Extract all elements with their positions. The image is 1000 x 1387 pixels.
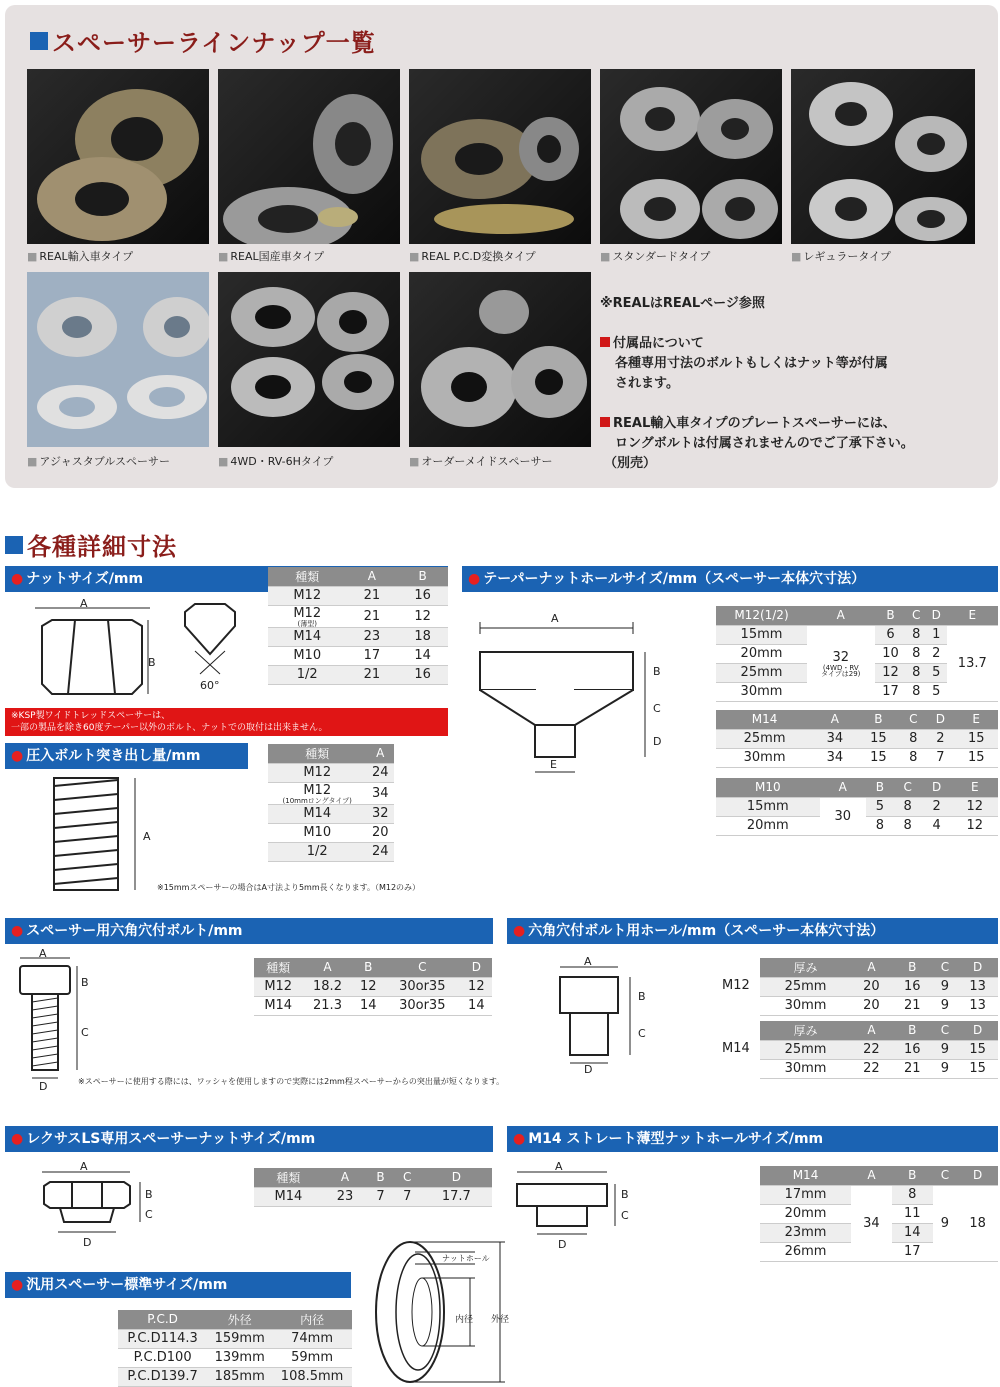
table-row: M12 24 xyxy=(268,763,394,782)
svg-text:A: A xyxy=(80,1160,88,1173)
svg-text:A: A xyxy=(584,955,592,968)
general-spacer-bar: ● 汎用スペーサー標準サイズ/mm xyxy=(5,1272,351,1298)
nut-table: 種類 A B M12 21 16 M12 (薄型) 21 12 M14 23 18 M10 17 14 1/2 21 16 xyxy=(268,567,448,685)
lexus-nut-diagram xyxy=(40,1160,170,1255)
press-bolt-diagram xyxy=(40,776,170,894)
red-square-icon xyxy=(600,337,610,347)
table-row: 20mm 8 8 4 12 xyxy=(716,816,998,835)
hex-hole-bar: ● 六角穴付ボルト用ホール/mm（スペーサー本体穴寸法） xyxy=(507,918,998,944)
warning-box: ※KSP製ワイドトレッドスペーサーは、 一部の製品を除き60度テーパー以外のボルト、ナットでの取付は出来ません。 xyxy=(5,708,448,736)
table-row: M12 21 16 xyxy=(268,586,448,605)
hex-bolt-bar: ● スペーサー用六角穴付ボルト/mm xyxy=(5,918,493,944)
svg-text:A: A xyxy=(555,1160,563,1173)
svg-text:B: B xyxy=(148,656,156,669)
table-row: 15mm 32 (4WD・RV タイプは29) 6 8 1 13.7 xyxy=(716,625,998,644)
table-row: M14 23 18 xyxy=(268,627,448,646)
svg-text:D: D xyxy=(39,1080,48,1093)
table-row: 20mm 11 xyxy=(760,1204,998,1223)
real-note: ※REALはREALページ参照 xyxy=(600,296,765,311)
table-row: 26mm 17 xyxy=(760,1242,998,1261)
caption-order-made: ■ オーダーメイドスペーサー xyxy=(409,453,553,469)
accessory-body-2: されます。 xyxy=(615,376,679,391)
accessory-body-1: 各種専用寸法のボルトもしくはナット等が付属 xyxy=(615,356,888,371)
plate-note-1: REAL輸入車タイプのプレートスペーサーには、 xyxy=(600,414,914,434)
photo-4wd-rv xyxy=(218,272,400,447)
svg-text:E: E xyxy=(550,758,557,771)
svg-text:D: D xyxy=(653,735,662,748)
press-bolt-footnote: ※15mmスペーサーの場合はA寸法より5mm長くなります。（M12のみ） xyxy=(157,883,421,892)
m14-straight-bar: ● M14 ストレート薄型ナットホールサイズ/mm xyxy=(507,1126,998,1152)
svg-text:60°: 60° xyxy=(200,679,220,692)
photo-order-made xyxy=(409,272,591,447)
photo-real-import xyxy=(27,69,209,244)
nut-size-bar: ● ナットサイズ/mm xyxy=(5,566,448,592)
table-row: 30mm 20 21 9 13 xyxy=(760,996,998,1015)
table-row: 25mm 20 16 9 13 xyxy=(760,977,998,996)
lexus-bar: ● レクサスLS専用スペーサーナットサイズ/mm xyxy=(5,1126,493,1152)
taper-m12-table: M12(1/2) A B C D E 15mm 32 (4WD・RV タイプは29) 6 8 1 13.7 20mm 10 8 2 25mm 12 8 5 30mm 17 8 5 xyxy=(716,606,998,702)
caption-real-domestic: ■ REAL国産車タイプ xyxy=(218,248,324,264)
table-row: 30mm 17 8 5 xyxy=(716,682,998,701)
table-row: M10 20 xyxy=(268,823,394,842)
taper-hole-diagram xyxy=(475,610,675,780)
photo-real-domestic xyxy=(218,69,400,244)
table-row: M14 23 7 7 17.7 xyxy=(254,1187,492,1206)
table-row: P.C.D100 139mm 59mm xyxy=(118,1348,352,1367)
nut-diagram xyxy=(20,596,260,706)
press-bolt-table: 種類 A M12 24 M12 (10mmロングタイプ) 34 M14 32 M10 20 1/2 24 xyxy=(268,744,394,862)
svg-text:B: B xyxy=(81,976,89,989)
caption-real-import: ■ REAL輸入車タイプ xyxy=(27,248,133,264)
svg-text:C: C xyxy=(653,702,661,715)
svg-text:C: C xyxy=(81,1026,89,1039)
caption-regular: ■ レギュラータイプ xyxy=(791,248,891,264)
photo-adjustable xyxy=(27,272,209,447)
svg-text:C: C xyxy=(638,1027,646,1040)
general-spacer-diagram xyxy=(360,1240,520,1385)
hex-hole-m14-table: 厚み A B C D 25mm 22 16 9 15 30mm 22 21 9 15 xyxy=(760,1021,998,1079)
hex-hole-m14-label: M14 xyxy=(722,1041,750,1056)
table-row: 1/2 24 xyxy=(268,842,394,861)
svg-text:B: B xyxy=(653,665,661,678)
photo-standard xyxy=(600,69,782,244)
svg-text:B: B xyxy=(621,1188,629,1201)
table-row: 23mm 14 xyxy=(760,1223,998,1242)
caption-standard: ■ スタンダードタイプ xyxy=(600,248,710,264)
svg-text:C: C xyxy=(145,1208,153,1221)
table-row: 1/2 21 16 xyxy=(268,665,448,684)
title-square-icon xyxy=(5,536,23,554)
svg-text:D: D xyxy=(584,1063,593,1076)
table-row: M12 18.2 12 30or35 12 xyxy=(254,977,492,996)
svg-text:C: C xyxy=(621,1209,629,1222)
hex-bolt-table: 種類 A B C D M12 18.2 12 30or35 12 M14 21.3 14 30or35 14 xyxy=(254,958,492,1016)
table-row: 17mm 34 8 9 18 xyxy=(760,1185,998,1204)
svg-text:D: D xyxy=(558,1238,567,1251)
taper-m10-table: M10 A B C D E 15mm 30 5 8 2 12 20mm 8 8 4 12 xyxy=(716,778,998,836)
press-bolt-bar: ● 圧入ボルト突き出し量/mm xyxy=(5,743,248,769)
hex-bolt-diagram xyxy=(15,947,135,1093)
svg-text:外径: 外径 xyxy=(491,1315,510,1325)
table-row: P.C.D139.7 185mm 108.5mm xyxy=(118,1367,352,1386)
table-row: M14 32 xyxy=(268,804,394,823)
svg-text:A: A xyxy=(39,947,47,960)
svg-text:B: B xyxy=(145,1188,153,1201)
table-row: M10 17 14 xyxy=(268,646,448,665)
plate-note-3: （別売） xyxy=(604,456,657,471)
caption-real-pcd: ■ REAL P.C.D変換タイプ xyxy=(409,248,536,264)
hex-hole-diagram xyxy=(550,955,690,1075)
svg-text:A: A xyxy=(143,830,151,843)
table-row: 25mm 22 16 9 15 xyxy=(760,1040,998,1059)
hex-bolt-footnote: ※スペーサーに使用する際には、ワッシャを使用しますので実際には2mm程スペーサーからの突出量が短くなります。 xyxy=(78,1077,505,1086)
red-square-icon xyxy=(600,417,610,427)
lineup-title: スペーサーラインナップ一覧 xyxy=(30,23,376,58)
lineup-notes xyxy=(600,294,914,474)
m14-straight-diagram xyxy=(515,1160,645,1255)
table-row: 30mm 22 21 9 15 xyxy=(760,1059,998,1078)
title-square-icon xyxy=(30,32,48,50)
caption-adjustable: ■ アジャスタブルスペーサー xyxy=(27,453,170,469)
svg-text:D: D xyxy=(83,1236,92,1249)
table-row: M12 (薄型) 21 12 xyxy=(268,605,448,627)
svg-text:A: A xyxy=(80,597,88,610)
table-row: 15mm 30 5 8 2 12 xyxy=(716,797,998,816)
table-row: 25mm 34 15 8 2 15 xyxy=(716,729,998,748)
m14-straight-table: M14 A B C D 17mm 34 8 9 18 20mm 11 23mm 14 26mm 17 xyxy=(760,1166,998,1262)
photo-real-pcd xyxy=(409,69,591,244)
svg-text:A: A xyxy=(551,612,559,625)
taper-m14-table: M14 A B C D E 25mm 34 15 8 2 15 30mm 34 15 8 7 15 xyxy=(716,710,998,768)
taper-hole-bar: ● テーパーナットホールサイズ/mm（スペーサー本体穴寸法） xyxy=(462,566,998,592)
table-row: 20mm 10 8 2 xyxy=(716,644,998,663)
svg-text:ナットホール: ナットホール xyxy=(442,1254,490,1263)
svg-text:内径: 内径 xyxy=(455,1315,474,1325)
hex-hole-m12-table: 厚み A B C D 25mm 20 16 9 13 30mm 20 21 9 13 xyxy=(760,958,998,1016)
hex-hole-m12-label: M12 xyxy=(722,978,750,993)
table-row: 25mm 12 8 5 xyxy=(716,663,998,682)
details-title: 各種詳細寸法 xyxy=(5,527,177,562)
table-row: M12 (10mmロングタイプ) 34 xyxy=(268,782,394,804)
table-row: P.C.D114.3 159mm 74mm xyxy=(118,1329,352,1348)
general-spacer-table: P.C.D 外径 内径 P.C.D114.3 159mm 74mm P.C.D100 139mm 59mm P.C.D139.7 185mm 108.5mm xyxy=(118,1310,352,1387)
table-row: 30mm 34 15 8 7 15 xyxy=(716,748,998,767)
plate-note-2: ロングボルトは付属されませんのでご了承下さい。 xyxy=(615,436,914,451)
photo-regular xyxy=(791,69,975,244)
caption-4wd-rv: ■ 4WD・RV-6Hタイプ xyxy=(218,453,333,469)
table-row: M14 21.3 14 30or35 14 xyxy=(254,996,492,1015)
accessory-title: 付属品について xyxy=(600,334,914,354)
lexus-table: 種類 A B C D M14 23 7 7 17.7 xyxy=(254,1168,492,1207)
svg-text:B: B xyxy=(638,990,646,1003)
